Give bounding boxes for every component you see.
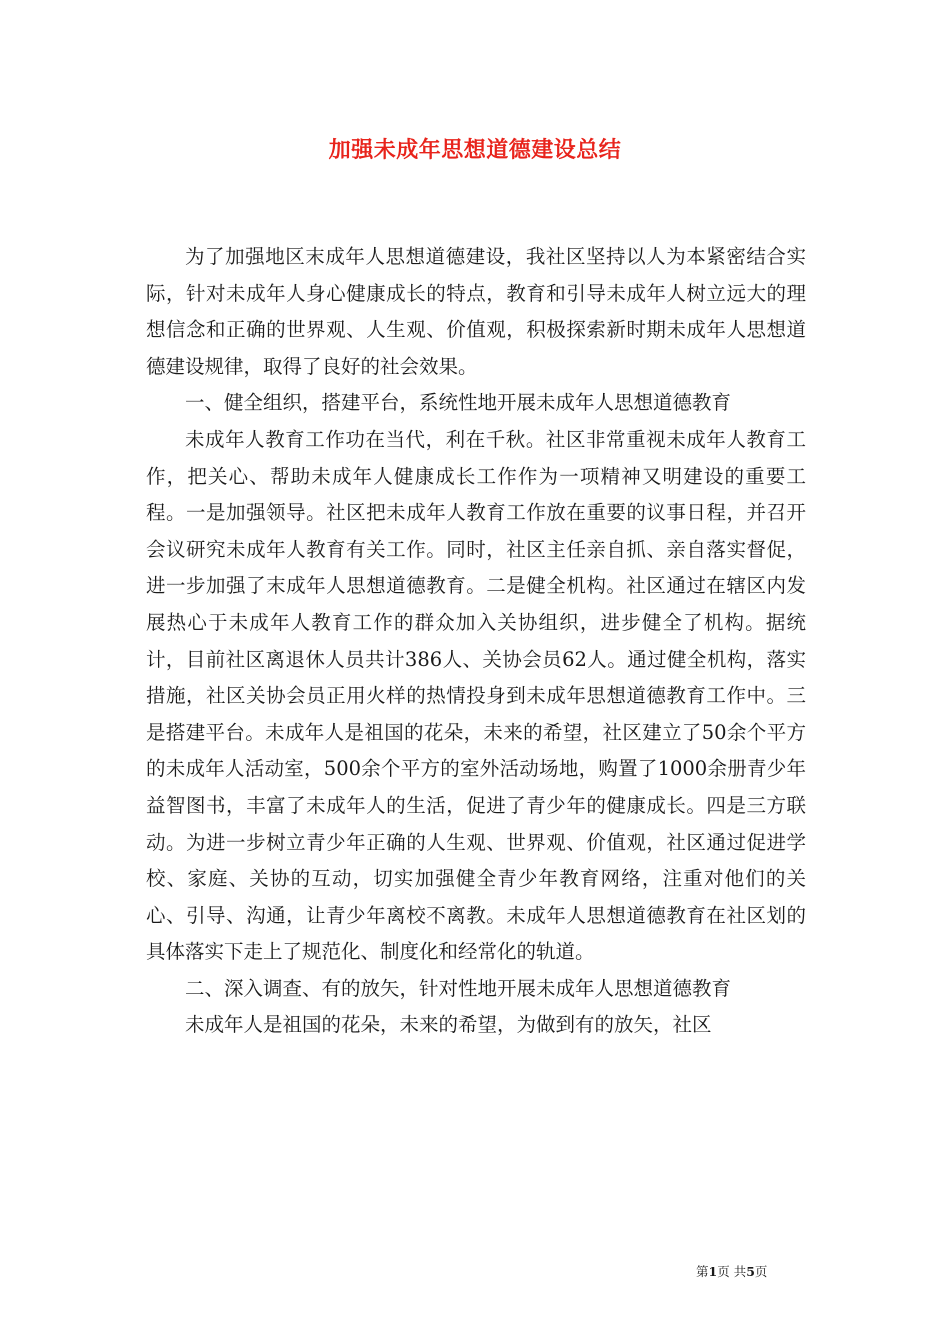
document-body <box>146 239 806 1044</box>
document-title: 加强未成年思想道德建设总结 <box>328 137 622 163</box>
page-footer <box>696 1262 767 1280</box>
current-page-number: 1 <box>708 1264 718 1279</box>
paragraph-section-2: 未成年人是祖国的花朵，未来的希望，为做到有的放矢，社区 <box>185 1013 712 1037</box>
footer-middle: 页 共 <box>717 1264 747 1279</box>
footer-prefix: 第 <box>696 1264 709 1279</box>
footer-suffix: 页 <box>754 1264 768 1279</box>
paragraph-intro: 为了加强地区末成年人思想道德建设，我社区坚持以人为本紧密结合实际，针对未成年人身心健康成长的特点，教育和引导未成年人树立远大的理想信念和正确的世界观、人生观、价值观，积极探索新时期未成年人思想道德建设规律，取得了良好的社会效果。 <box>146 245 806 378</box>
section-heading-1: 一、健全组织，搭建平台，系统性地开展未成年人思想道德教育 <box>185 391 732 415</box>
section-heading-2: 二、深入调查、有的放矢，针对性地开展未成年人思想道德教育 <box>185 976 732 1000</box>
paragraph-section-1: 未成年人教育工作功在当代，利在千秋。社区非常重视未成年人教育工作，把关心、帮助未成年人健康成长工作作为一项精神又明建设的重要工程。一是加强领导。社区把未成年人教育工作放在重要的议事日程，并召开会议研究未成年人教育有关工作。同时，社区主任亲自抓、亲自落实督促，进一步加强了末成年人思想道德教育。二是健全机构。社区通过在辖区内发展热心于未成年人教育工作的群众加入关协组织，进步健全了机构。据统计，目前社区离退休人员共计386人、关协会员62人。通过健全机构，落实措施，社区关协会员正用火样的热情投身到未成年思想道德教育工作中。三是搭建平台。未成年人是祖国的花朵，未来的希望，社区建立了50余个平方的未成年人活动室，500余个平方的室外活动场地，购置了1000余册青少年益智图书，丰富了未成年人的生活，促进了青少年的健康成长。四是三方联动。为进一步树立青少年正确的人生观、世界观、价值观，社区通过促进学校、家庭、关协的互动，切实加强健全青少年教育网络，注重对他们的关心、引导、沟通，让青少年离校不离教。未成年人思想道德教育在社区划的具体落实下走上了规范化、制度化和经常化的轨道。 <box>146 427 806 964</box>
total-page-number: 5 <box>746 1264 755 1279</box>
